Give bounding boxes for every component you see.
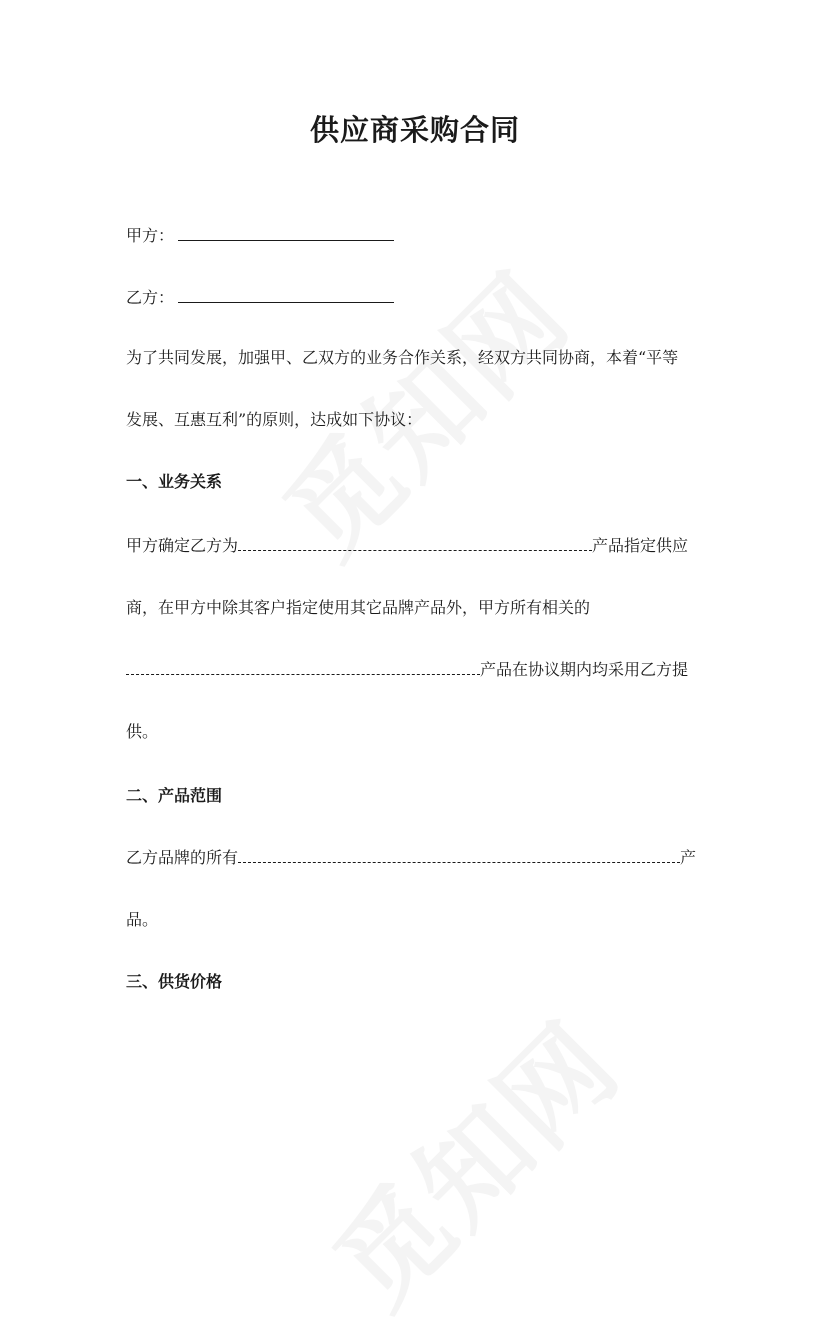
section-2-heading: 二、产品范围 bbox=[126, 786, 223, 805]
intro-line-2: 发展、互惠互利”的原则，达成如下协议： bbox=[126, 410, 423, 429]
section-2-line-1-suffix: 产 bbox=[680, 848, 697, 867]
watermark-bottom bbox=[294, 982, 648, 1336]
section-1-heading: 一、业务关系 bbox=[126, 472, 223, 491]
section-3-heading: 三、供货价格 bbox=[126, 972, 223, 991]
product-blank-2[interactable] bbox=[126, 660, 480, 675]
party-b-line bbox=[126, 286, 394, 308]
section-2-line-1-prefix: 乙方品牌的所有 bbox=[126, 848, 239, 867]
party-b-label: 乙方： bbox=[126, 288, 175, 307]
section-1-line-1-suffix: 产品指定供应 bbox=[592, 536, 689, 555]
section-1-line-1 bbox=[126, 536, 688, 556]
section-2-line-2: 品。 bbox=[126, 910, 159, 929]
section-1-line-3-suffix: 产品在协议期内均采用乙方提 bbox=[480, 660, 689, 679]
document-title: 供应商采购合同 bbox=[309, 113, 520, 147]
section-1-line-4: 供。 bbox=[126, 722, 159, 741]
section-1-line-3 bbox=[126, 660, 688, 680]
section-1-line-2: 商，在甲方中除其客户指定使用其它品牌产品外，甲方所有相关的 bbox=[126, 598, 591, 617]
party-a-blank[interactable] bbox=[178, 224, 394, 241]
brand-product-blank[interactable] bbox=[238, 848, 680, 863]
party-a-line bbox=[126, 224, 394, 246]
section-2-line-1 bbox=[126, 848, 696, 868]
product-blank-1[interactable] bbox=[238, 536, 592, 551]
party-a-label: 甲方： bbox=[126, 226, 175, 245]
party-b-blank[interactable] bbox=[178, 286, 394, 303]
section-1-line-1-prefix: 甲方确定乙方为 bbox=[126, 536, 239, 555]
intro-line-1: 为了共同发展，加强甲、乙双方的业务合作关系，经双方共同协商，本着“平等 bbox=[126, 348, 679, 367]
